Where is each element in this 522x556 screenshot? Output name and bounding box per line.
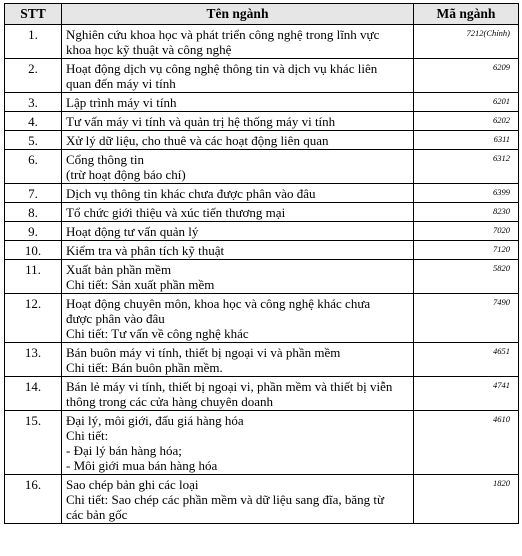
row-ma-nganh: 4741 [414, 377, 519, 411]
row-stt: 10. [5, 241, 62, 260]
business-lines-table [4, 3, 519, 524]
header-stt: STT [5, 4, 62, 25]
table-row [5, 377, 519, 411]
table-row [5, 241, 519, 260]
row-ma-nganh: 7120 [414, 241, 519, 260]
table-row [5, 112, 519, 131]
row-text-line: Chi tiết: Bán buôn phần mềm. [66, 360, 223, 375]
row-stt: 15. [5, 411, 62, 475]
row-ma-nganh: 6209 [414, 59, 519, 93]
row-stt: 12. [5, 294, 62, 343]
row-ten-nganh [62, 150, 414, 184]
row-stt: 7. [5, 184, 62, 203]
row-ten-nganh [62, 343, 414, 377]
row-ma-nganh: 4610 [414, 411, 519, 475]
row-ma-nganh: 6311 [414, 131, 519, 150]
row-stt: 9. [5, 222, 62, 241]
row-ten-nganh [62, 260, 414, 294]
row-stt: 5. [5, 131, 62, 150]
row-text-line: (trừ hoạt động báo chí) [66, 167, 186, 182]
table-row [5, 203, 519, 222]
row-text-line: thông trong các cửa hàng chuyên doanh [66, 394, 274, 409]
row-stt: 1. [5, 25, 62, 59]
row-ten-nganh [62, 377, 414, 411]
table-row [5, 411, 519, 475]
row-text-line: khoa học kỹ thuật và công nghệ [66, 42, 232, 57]
row-ma-nganh: 8230 [414, 203, 519, 222]
row-ma-nganh: 6399 [414, 184, 519, 203]
row-text-line: Chi tiết: Sản xuất phần mềm [66, 277, 215, 292]
table-row [5, 25, 519, 59]
row-text-line: Xử lý dữ liệu, cho thuê và các hoạt động liên quan [66, 133, 329, 148]
row-text-line: Bán lẻ máy vi tính, thiết bị ngoại vi, phần mềm và thiết bị viễn [66, 379, 393, 394]
row-stt: 13. [5, 343, 62, 377]
row-ten-nganh [62, 25, 414, 59]
row-text-line: Chi tiết: [66, 428, 109, 443]
row-ma-nganh: 7020 [414, 222, 519, 241]
row-ten-nganh [62, 411, 414, 475]
row-text-line: các bản gốc [66, 507, 128, 522]
row-text-line: Đại lý, môi giới, đấu giá hàng hóa [66, 413, 244, 428]
row-text-line: quan đến máy vi tính [66, 76, 176, 91]
table-row [5, 93, 519, 112]
row-text-line: Bán buôn máy vi tính, thiết bị ngoại vi và phần mềm [66, 345, 341, 360]
row-text-line: Chi tiết: Sao chép các phần mềm và dữ liệu sang đĩa, băng từ [66, 492, 385, 507]
table-row [5, 59, 519, 93]
row-text-line: được phân vào đâu [66, 311, 165, 326]
row-ten-nganh [62, 222, 414, 241]
row-stt: 4. [5, 112, 62, 131]
table-row [5, 131, 519, 150]
row-stt: 11. [5, 260, 62, 294]
row-ma-nganh: 4651 [414, 343, 519, 377]
row-text-line: Lập trình máy vi tính [66, 95, 177, 110]
table-row [5, 184, 519, 203]
table-header-row [5, 4, 519, 25]
row-ma-nganh: 6202 [414, 112, 519, 131]
row-stt: 14. [5, 377, 62, 411]
row-ma-nganh: 7212(Chính) [414, 25, 519, 59]
row-text-line: Xuất bản phần mềm [66, 262, 172, 277]
row-ma-nganh: 7490 [414, 294, 519, 343]
row-ten-nganh [62, 184, 414, 203]
row-text-line: Sao chép bản ghi các loại [66, 477, 199, 492]
row-stt: 3. [5, 93, 62, 112]
row-ten-nganh [62, 241, 414, 260]
table-row [5, 294, 519, 343]
row-stt: 16. [5, 475, 62, 524]
row-ten-nganh [62, 203, 414, 222]
row-text-line: Kiểm tra và phân tích kỹ thuật [66, 243, 225, 258]
row-text-line: - Đại lý bán hàng hóa; [66, 443, 182, 458]
row-text-line: Hoạt động dịch vụ công nghệ thông tin và dịch vụ khác liên [66, 61, 378, 76]
row-ten-nganh [62, 475, 414, 524]
row-ten-nganh [62, 131, 414, 150]
table-row [5, 343, 519, 377]
row-text-line: Tổ chức giới thiệu và xúc tiến thương mại [66, 205, 286, 220]
row-ma-nganh: 6312 [414, 150, 519, 184]
table-row [5, 260, 519, 294]
row-text-line: Dịch vụ thông tin khác chưa được phân vào đâu [66, 186, 316, 201]
row-ma-nganh: 6201 [414, 93, 519, 112]
row-text-line: - Môi giới mua bán hàng hóa [66, 458, 218, 473]
row-ten-nganh [62, 294, 414, 343]
row-stt: 6. [5, 150, 62, 184]
row-stt: 2. [5, 59, 62, 93]
row-text-line: Chi tiết: Tư vấn về công nghệ khác [66, 326, 249, 341]
row-ten-nganh [62, 59, 414, 93]
row-ma-nganh: 5820 [414, 260, 519, 294]
row-text-line: Hoạt động chuyên môn, khoa học và công nghệ khác chưa [66, 296, 371, 311]
header-ma-nganh: Mã ngành [414, 4, 519, 25]
row-ten-nganh [62, 112, 414, 131]
row-text-line: Nghiên cứu khoa học và phát triển công nghệ trong lĩnh vực [66, 27, 380, 42]
row-ten-nganh [62, 93, 414, 112]
table-row [5, 150, 519, 184]
row-text-line: Tư vấn máy vi tính và quản trị hệ thống máy vi tính [66, 114, 336, 129]
header-ten-nganh: Tên ngành [62, 4, 414, 25]
row-stt: 8. [5, 203, 62, 222]
row-ma-nganh: 1820 [414, 475, 519, 524]
table-row [5, 222, 519, 241]
row-text-line: Hoạt động tư vấn quản lý [66, 224, 199, 239]
table-row [5, 475, 519, 524]
row-text-line: Cổng thông tin [66, 152, 145, 167]
